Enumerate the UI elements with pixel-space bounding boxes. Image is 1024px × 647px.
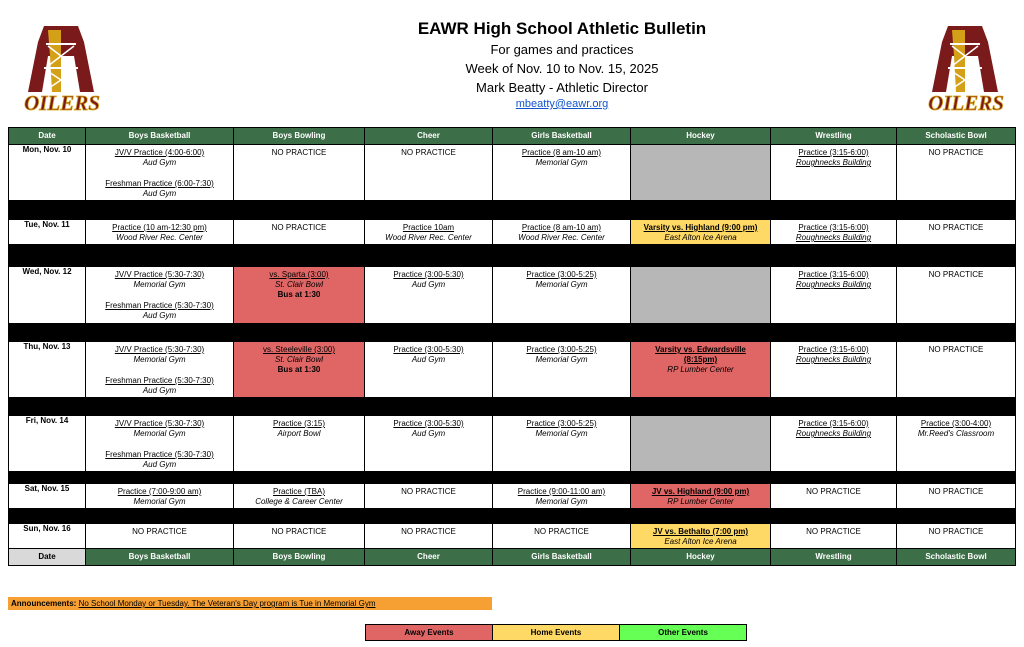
event-location: St. Clair Bowl: [274, 355, 323, 364]
event-title[interactable]: Varsity vs. Highland (9:00 pm): [643, 223, 758, 232]
schedule-cell-girls-basketball: [493, 342, 631, 398]
event-location: Wood River Rec. Center: [518, 233, 605, 242]
event-location: Memorial Gym: [535, 280, 588, 289]
event-title[interactable]: Practice (10 am-12:30 pm): [112, 223, 207, 232]
no-practice-label: NO PRACTICE: [928, 487, 984, 496]
no-practice-label: NO PRACTICE: [271, 148, 327, 157]
event-legend: [365, 624, 747, 641]
day-separator: [9, 509, 1016, 524]
separator-bar: [9, 324, 1016, 342]
event-location: Aud Gym: [411, 280, 446, 289]
no-practice-label: NO PRACTICE: [928, 345, 984, 354]
no-practice-label: NO PRACTICE: [928, 148, 984, 157]
no-practice-label: NO PRACTICE: [806, 527, 861, 536]
event-location: Aud Gym: [142, 386, 177, 395]
day-row: [9, 524, 1016, 549]
event-title[interactable]: Practice (8 am-10 am): [521, 148, 602, 157]
day-date: Fri, Nov. 14: [9, 416, 86, 472]
event-title[interactable]: vs. Sparta (3:00): [269, 270, 329, 279]
event-location: RP Lumber Center: [667, 365, 734, 374]
spacer: [86, 439, 233, 450]
event-title[interactable]: Practice 10am: [402, 223, 455, 232]
no-practice-label: NO PRACTICE: [928, 527, 984, 536]
schedule-cell-boys-bowling: [234, 524, 365, 549]
schedule-cell-cheer: [365, 145, 493, 201]
column-footer-boys-bowling: Boys Bowling: [234, 549, 365, 566]
event-title[interactable]: Freshman Practice (5:30-7:30): [105, 301, 214, 310]
event-location: Wood River Rec. Center: [116, 233, 203, 242]
day-date: Sat, Nov. 15: [9, 484, 86, 509]
subtitle-line-2: Week of Nov. 10 to Nov. 15, 2025: [465, 61, 659, 76]
announcement-text[interactable]: No School Monday or Tuesday. The Veteran's Day program is Tue in Memorial Gym: [78, 599, 376, 608]
event-location: Memorial Gym: [133, 280, 186, 289]
event-location: Aud Gym: [411, 355, 446, 364]
event-location: Airport Bowl: [277, 429, 321, 438]
event-location: Memorial Gym: [535, 497, 588, 506]
schedule-cell-hockey: [631, 145, 771, 201]
legend-away: Away Events: [366, 625, 493, 640]
column-footer-hockey: Hockey: [631, 549, 771, 566]
subtitle-line-1: For games and practices: [490, 42, 634, 57]
event-title[interactable]: Practice (3:15): [272, 419, 326, 428]
event-title[interactable]: Practice (7:00-9:00 am): [117, 487, 202, 496]
no-practice-label: NO PRACTICE: [928, 270, 984, 279]
event-location: Memorial Gym: [535, 355, 588, 364]
schedule-cell-scholastic-bowl: [897, 416, 1016, 472]
day-row: [9, 145, 1016, 201]
event-title[interactable]: Practice (3:15-6:00): [798, 148, 869, 157]
schedule-cell-scholastic-bowl: [897, 484, 1016, 509]
event-location: Aud Gym: [142, 158, 177, 167]
column-footer-scholastic-bowl: Scholastic Bowl: [897, 549, 1016, 566]
announcement-bar: [8, 597, 492, 610]
day-row: [9, 484, 1016, 509]
event-location: Memorial Gym: [133, 355, 186, 364]
no-practice-label: NO PRACTICE: [401, 148, 456, 157]
schedule-cell-scholastic-bowl: [897, 524, 1016, 549]
schedule-cell-wrestling: [771, 145, 897, 201]
event-location: Aud Gym: [142, 311, 177, 320]
oilers-logo-left: [8, 22, 116, 118]
column-footer-wrestling: Wrestling: [771, 549, 897, 566]
event-title[interactable]: Practice (3:00-4:00): [920, 419, 992, 428]
column-footer-row: [9, 549, 1016, 566]
event-title[interactable]: Practice (3:15-6:00): [798, 419, 869, 428]
schedule-cell-boys-bowling: [234, 484, 365, 509]
column-header-date: Date: [9, 128, 86, 145]
event-title[interactable]: Varsity vs. Edwardsville: [655, 345, 746, 354]
event-title[interactable]: JV/V Practice (5:30-7:30): [114, 270, 205, 279]
event-title[interactable]: Freshman Practice (5:30-7:30): [105, 450, 214, 459]
event-title[interactable]: vs. Steeleville (3:00): [262, 345, 336, 354]
schedule-cell-hockey: [631, 220, 771, 245]
separator-bar: [9, 201, 1016, 220]
event-location: College & Career Center: [255, 497, 343, 506]
schedule-cell-cheer: [365, 484, 493, 509]
schedule-cell-wrestling: [771, 524, 897, 549]
schedule-cell-scholastic-bowl: [897, 342, 1016, 398]
schedule-cell-scholastic-bowl: [897, 267, 1016, 324]
schedule-cell-boys-bowling: [234, 342, 365, 398]
event-title[interactable]: Practice (3:00-5:25): [526, 345, 597, 354]
schedule-table: [8, 127, 1016, 566]
day-row: [9, 220, 1016, 245]
column-footer-boys-basketball: Boys Basketball: [86, 549, 234, 566]
day-date: Mon, Nov. 10: [9, 145, 86, 201]
event-title[interactable]: Roughnecks Building: [795, 158, 872, 167]
no-practice-label: NO PRACTICE: [271, 527, 327, 536]
column-header-wrestling: Wrestling: [771, 128, 897, 145]
schedule-cell-wrestling: [771, 267, 897, 324]
event-location: East Alton Ice Arena: [664, 537, 737, 546]
event-title[interactable]: Roughnecks Building: [795, 355, 872, 364]
schedule-cell-cheer: [365, 220, 493, 245]
day-separator: [9, 201, 1016, 220]
schedule-cell-wrestling: [771, 416, 897, 472]
event-title[interactable]: Practice (3:15-6:00): [798, 345, 869, 354]
event-location: East Alton Ice Arena: [664, 233, 737, 242]
spacer: [86, 168, 233, 179]
no-practice-label: NO PRACTICE: [271, 223, 327, 232]
schedule-cell-wrestling: [771, 484, 897, 509]
schedule-cell-boys-basketball: [86, 220, 234, 245]
day-row: [9, 416, 1016, 472]
legend-other: Other Events: [620, 625, 746, 640]
schedule-cell-cheer: [365, 524, 493, 549]
event-title[interactable]: Freshman Practice (5:30-7:30): [105, 376, 214, 385]
event-location: St. Clair Bowl: [274, 280, 323, 289]
schedule-cell-hockey: [631, 267, 771, 324]
event-title[interactable]: Practice (3:00-5:25): [526, 419, 597, 428]
event-title[interactable]: JV/V Practice (4:00-6:00): [114, 148, 205, 157]
schedule-cell-boys-bowling: [234, 267, 365, 324]
schedule-cell-girls-basketball: [493, 220, 631, 245]
day-date: Thu, Nov. 13: [9, 342, 86, 398]
schedule-cell-girls-basketball: [493, 145, 631, 201]
event-location: Memorial Gym: [535, 158, 588, 167]
schedule-cell-boys-basketball: [86, 524, 234, 549]
schedule-cell-hockey: [631, 524, 771, 549]
page-title: EAWR High School Athletic Bulletin: [417, 19, 707, 38]
schedule-cell-cheer: [365, 267, 493, 324]
announcement-label: Announcements:: [11, 599, 77, 608]
no-practice-label: NO PRACTICE: [401, 527, 456, 536]
email-link[interactable]: mbeatty@eawr.org: [515, 98, 609, 110]
schedule-cell-scholastic-bowl: [897, 220, 1016, 245]
schedule-cell-wrestling: [771, 342, 897, 398]
event-title[interactable]: JV/V Practice (5:30-7:30): [114, 345, 205, 354]
schedule-cell-boys-basketball: [86, 267, 234, 324]
schedule-cell-girls-basketball: [493, 267, 631, 324]
schedule-cell-boys-bowling: [234, 416, 365, 472]
event-title[interactable]: (8:15pm): [683, 355, 718, 364]
no-practice-label: NO PRACTICE: [132, 527, 187, 536]
event-title[interactable]: Roughnecks Building: [795, 429, 872, 438]
column-header-boys-basketball: Boys Basketball: [86, 128, 234, 145]
column-header-scholastic-bowl: Scholastic Bowl: [897, 128, 1016, 145]
bus-time: Bus at 1:30: [277, 290, 321, 299]
athletic-director: Mark Beatty - Athletic Director: [476, 80, 648, 95]
day-date: Wed, Nov. 12: [9, 267, 86, 324]
schedule-cell-boys-basketball: [86, 342, 234, 398]
event-title[interactable]: Practice (3:00-5:30): [393, 419, 464, 428]
event-title[interactable]: Roughnecks Building: [795, 233, 872, 242]
column-header-girls-basketball: Girls Basketball: [493, 128, 631, 145]
schedule-cell-boys-basketball: [86, 484, 234, 509]
column-header-hockey: Hockey: [631, 128, 771, 145]
no-practice-label: NO PRACTICE: [806, 487, 861, 496]
column-header-boys-bowling: Boys Bowling: [234, 128, 365, 145]
schedule-cell-scholastic-bowl: [897, 145, 1016, 201]
event-title[interactable]: Practice (3:15-6:00): [798, 270, 869, 279]
schedule-cell-cheer: [365, 342, 493, 398]
schedule-cell-boys-bowling: [234, 145, 365, 201]
logo-text: OILERS: [928, 91, 1004, 115]
day-separator: [9, 472, 1016, 484]
event-location: Aud Gym: [142, 460, 177, 469]
event-location: RP Lumber Center: [667, 497, 734, 506]
bulletin-header: [330, 18, 794, 112]
schedule-cell-hockey: [631, 416, 771, 472]
event-location: Aud Gym: [142, 189, 177, 198]
event-title[interactable]: JV vs. Highland (9:00 pm): [651, 487, 750, 496]
schedule-cell-girls-basketball: [493, 484, 631, 509]
legend-home: Home Events: [493, 625, 620, 640]
day-separator: [9, 245, 1016, 267]
event-title[interactable]: Practice (8 am-10 am): [521, 223, 602, 232]
separator-bar: [9, 398, 1016, 416]
separator-bar: [9, 509, 1016, 524]
day-date: Tue, Nov. 11: [9, 220, 86, 245]
event-location: Aud Gym: [411, 429, 446, 438]
no-practice-label: NO PRACTICE: [534, 527, 589, 536]
event-location: Wood River Rec. Center: [385, 233, 472, 242]
day-separator: [9, 398, 1016, 416]
event-title[interactable]: Practice (3:00-5:30): [393, 270, 464, 279]
column-footer-cheer: Cheer: [365, 549, 493, 566]
day-row: [9, 342, 1016, 398]
event-title[interactable]: Practice (3:00-5:25): [526, 270, 597, 279]
bus-time: Bus at 1:30: [277, 365, 321, 374]
schedule-cell-boys-bowling: [234, 220, 365, 245]
no-practice-label: NO PRACTICE: [928, 223, 984, 232]
event-title[interactable]: JV/V Practice (5:30-7:30): [114, 419, 205, 428]
day-row: [9, 267, 1016, 324]
schedule-cell-boys-basketball: [86, 416, 234, 472]
schedule-cell-wrestling: [771, 220, 897, 245]
oilers-logo-right: [912, 22, 1020, 118]
schedule-cell-girls-basketball: [493, 524, 631, 549]
event-location: Memorial Gym: [133, 497, 186, 506]
spacer: [86, 365, 233, 376]
event-title[interactable]: Freshman Practice (6:00-7:30): [105, 179, 214, 188]
schedule-cell-hockey: [631, 484, 771, 509]
schedule-cell-boys-basketball: [86, 145, 234, 201]
schedule-cell-hockey: [631, 342, 771, 398]
event-title[interactable]: Practice (3:00-5:30): [393, 345, 464, 354]
event-title[interactable]: Practice (3:15-6:00): [798, 223, 869, 232]
spacer: [86, 290, 233, 301]
column-header-row: [9, 128, 1016, 145]
column-header-cheer: Cheer: [365, 128, 493, 145]
logo-text: OILERS: [24, 91, 100, 115]
column-footer-date: Date: [9, 549, 86, 566]
column-footer-girls-basketball: Girls Basketball: [493, 549, 631, 566]
event-title[interactable]: Practice (TBA): [272, 487, 325, 496]
no-practice-label: NO PRACTICE: [401, 487, 456, 496]
schedule-cell-cheer: [365, 416, 493, 472]
event-title[interactable]: JV vs. Bethalto (7:00 pm): [652, 527, 749, 536]
event-location: Mr.Reed's Classroom: [917, 429, 995, 438]
separator-bar: [9, 245, 1016, 267]
day-date: Sun, Nov. 16: [9, 524, 86, 549]
event-title[interactable]: Practice (9:00-11:00 am): [517, 487, 606, 496]
event-location: Memorial Gym: [133, 429, 186, 438]
separator-bar: [9, 472, 1016, 484]
event-location: Memorial Gym: [535, 429, 588, 438]
event-title[interactable]: Roughnecks Building: [795, 280, 872, 289]
schedule-cell-girls-basketball: [493, 416, 631, 472]
day-separator: [9, 324, 1016, 342]
